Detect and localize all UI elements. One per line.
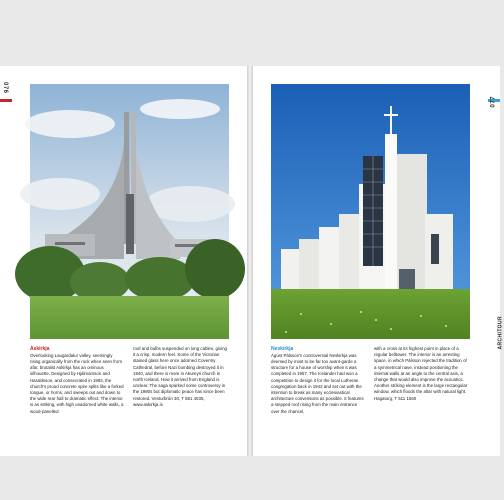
askirkja-column-1 [30, 346, 124, 415]
neskirkja-title: Neskirkja [271, 346, 294, 352]
neskirkja-entry [271, 346, 471, 456]
askirkja-title: Askirkja [30, 346, 50, 352]
neskirkja-text-2: with a cross at its highest point in place of a regular belltower. The interior is an arresting space, in which Pálsson rejected the tradition of a symmetrical nave, instead positioning the internal walls at an angle to the central axis, a change that would also improve the acoustics. Another striking element is the large rectangular window, which floods the altar with natural light. Hagatorg, T 511 1560 [374, 346, 468, 401]
left-section-tab [0, 99, 12, 102]
askirkja-photo [30, 84, 229, 339]
neskirkja-text-1: Ágúst Pálsson's controversial Neskirkja was deemed by most to be far too avant-garde a structure for a house of worship when it was completed in 1957. The Icelander had won a competition to design it for the local Lutheran congregation back in 1942 and set out with the intention to break as many ecclesiastical architecture conventions as possible. It features a stepped roof rising from the main entrance over the chancel, [271, 352, 364, 414]
neskirkja-column-1 [271, 346, 365, 415]
neskirkja-photo [271, 84, 470, 339]
askirkja-text-2: roof and bulbs suspended on long cables, giving it a crisp, modern feel. Some of the Victorian stained glass here once adorned Coventry Cathedral, before Nazi bombing destroyed it in 1940, and there is more in Akureyri church in north Iceland. How it arrived from England is unclear. The saga sparked some controversy in the 1980s but diplomatic peace has since been restored. Vesturbrún 30, T 581 4035, www.askirkja.is [133, 346, 227, 407]
neskirkja-column-2 [374, 346, 468, 402]
section-label: ARCHITOUR [498, 316, 504, 350]
right-page-number: 077 [491, 96, 497, 108]
askirkja-text-1: Overlooking Laugardalur valley, seemingly rising organically from the rock when seen from afar, brutalist Askirkja has an ominous silhouette. Designed by Hjálmarsson and Haraldsson, and consecrated in 1983, the church's proud concrete spire splits like a forked tongue, or horns, and sweeps out and down to the wide rear hall to dramatic effect. The interior is as striking, with high unadorned white walls, a wood-panelled [30, 352, 124, 414]
askirkja-column-2 [133, 346, 227, 408]
neskirkja-illustration [271, 84, 470, 339]
left-page-number: 076 [2, 82, 8, 94]
askirkja-illustration [30, 84, 229, 339]
askirkja-entry [30, 346, 230, 456]
